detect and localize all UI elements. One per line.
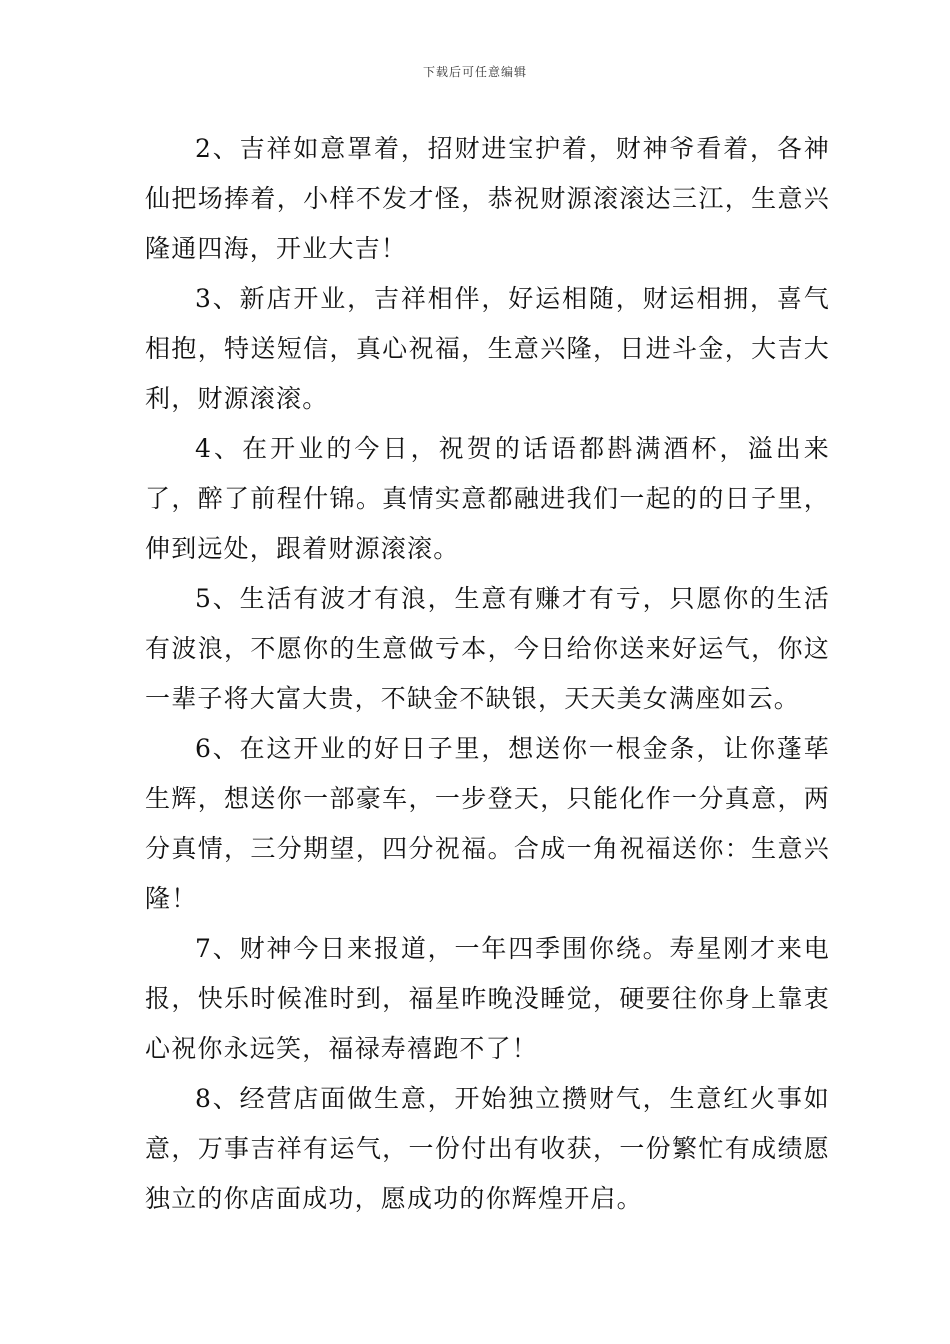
paragraph-3: 3、新店开业，吉祥相伴，好运相随，财运相拥，喜气相抱，特送短信，真心祝福，生意兴隆，日进斗金，大吉大利，财源滚滚。 xyxy=(145,284,830,413)
paragraph-6: 6、在这开业的好日子里，想送你一根金条，让你蓬荜生辉，想送你一部豪车，一步登天，只能化作一分真意，两分真情，三分期望，四分祝福。合成一角祝福送你：生意兴隆！ xyxy=(145,734,830,913)
paragraph-7: 7、财神今日来报道，一年四季围你绕。寿星刚才来电报，快乐时候准时到，福星昨晚没睡觉，硬要往你身上靠衷心祝你永远笑，福禄寿禧跑不了！ xyxy=(145,934,830,1063)
paragraph-8: 8、经营店面做生意，开始独立攒财气，生意红火事如意，万事吉祥有运气，一份付出有收获，一份繁忙有成绩愿独立的你店面成功，愿成功的你辉煌开启。 xyxy=(145,1084,830,1213)
paragraph-4: 4、在开业的今日，祝贺的话语都斟满酒杯，溢出来了，醉了前程什锦。真情实意都融进我们一起的的日子里，伸到远处，跟着财源滚滚。 xyxy=(145,434,830,563)
paragraph-2: 2、吉祥如意罩着，招财进宝护着，财神爷看着，各神仙把场捧着，小样不发才怪，恭祝财源滚滚达三江，生意兴隆通四海，开业大吉！ xyxy=(145,134,830,263)
paragraph-5: 5、生活有波才有浪，生意有赚才有亏，只愿你的生活有波浪，不愿你的生意做亏本，今日给你送来好运气，你这一辈子将大富大贵，不缺金不缺银，天天美女满座如云。 xyxy=(145,584,830,713)
document-body xyxy=(145,124,830,1224)
page-header: 下载后可任意编辑 xyxy=(422,65,527,79)
